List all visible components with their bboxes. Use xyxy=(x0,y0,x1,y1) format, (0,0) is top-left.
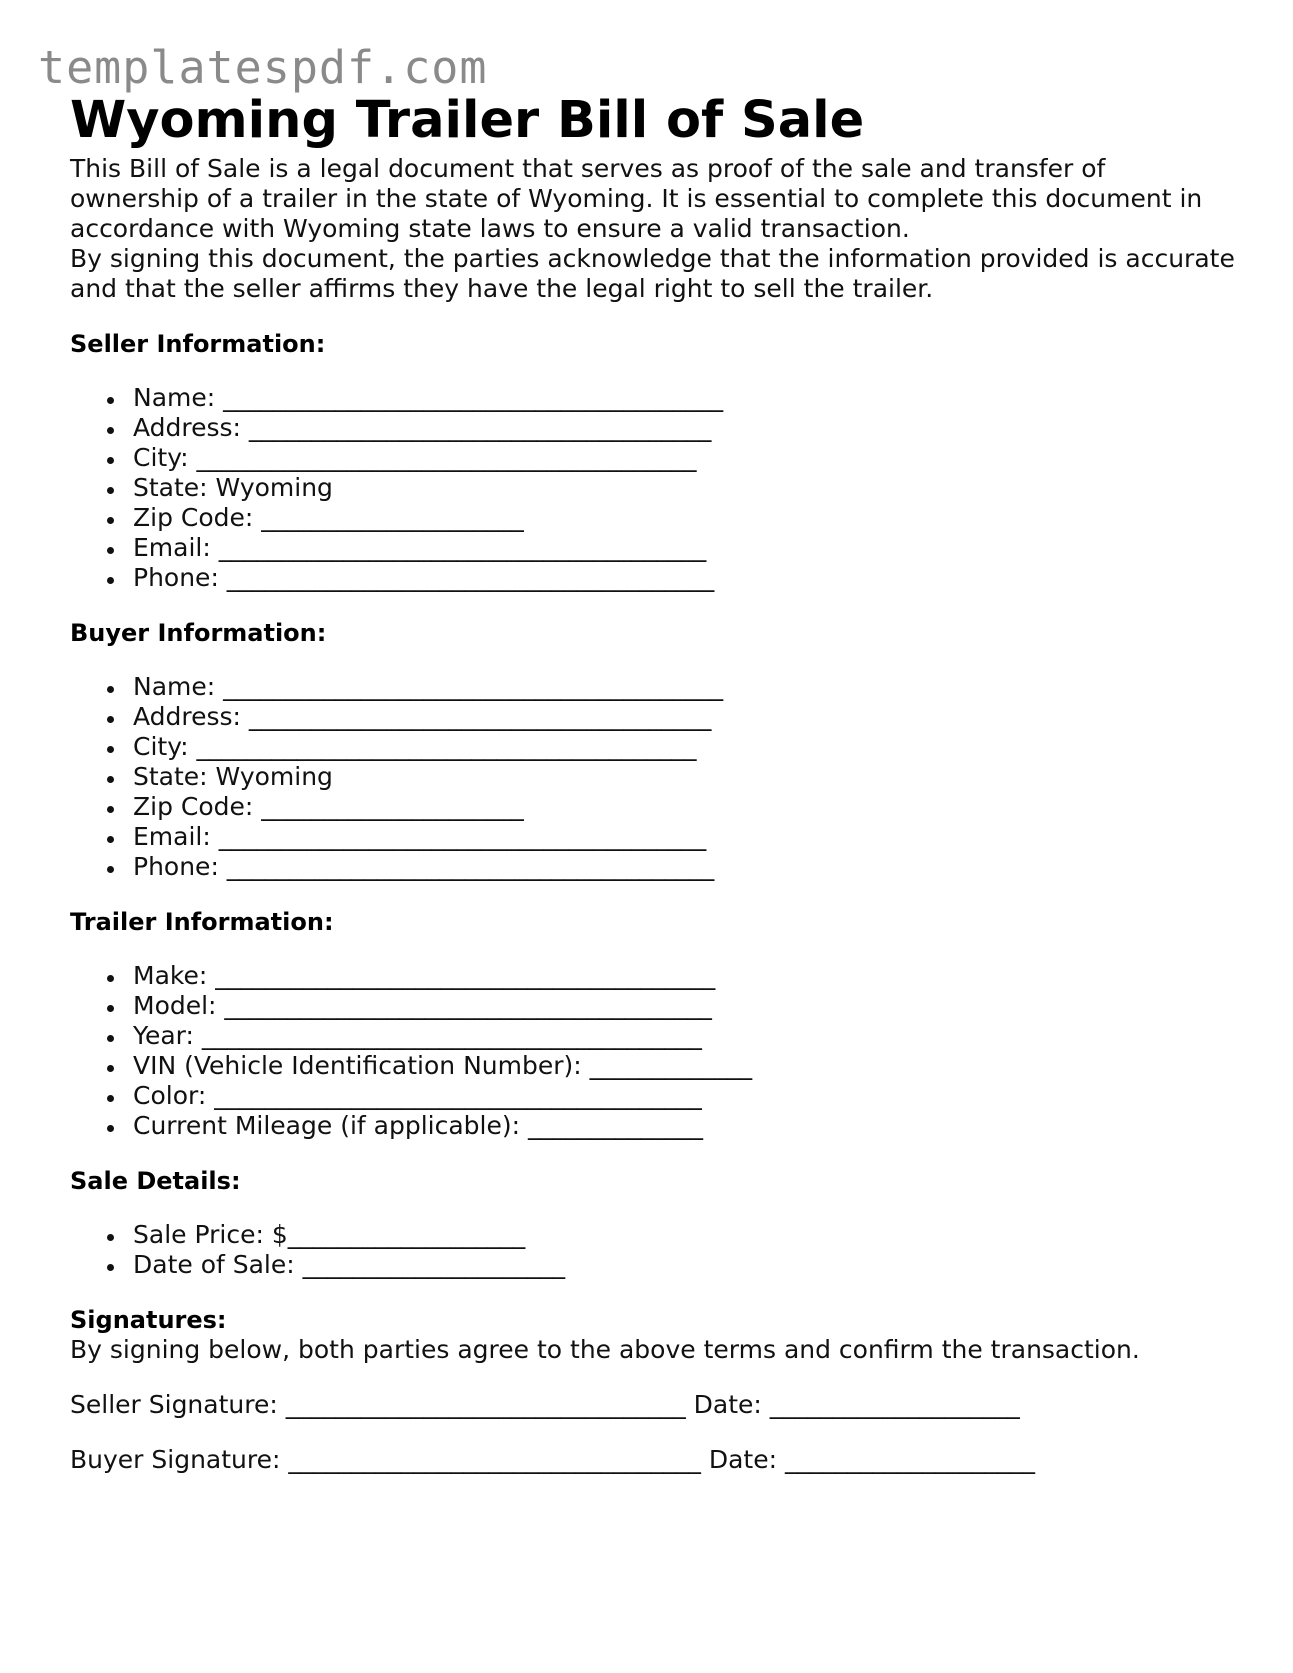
buyer-address-field[interactable]: Address: _____________________________________ xyxy=(70,702,1240,732)
seller-field-list xyxy=(70,383,1240,593)
trailer-color-field[interactable]: Color: _______________________________________ xyxy=(70,1081,1240,1111)
seller-city-field[interactable]: City: ________________________________________ xyxy=(70,443,1240,473)
buyer-email-field[interactable]: Email: _______________________________________ xyxy=(70,822,1240,852)
seller-state-field: State: Wyoming xyxy=(70,473,1240,503)
seller-heading: Seller Information: xyxy=(70,330,326,358)
buyer-zip-field[interactable]: Zip Code: _____________________ xyxy=(70,792,1240,822)
trailer-model-field[interactable]: Model: _______________________________________ xyxy=(70,991,1240,1021)
signatures-heading: Signatures: xyxy=(70,1306,227,1334)
acknowledgement-paragraph: By signing this document, the parties acknowledge that the information provided is accurate and that the seller affirms they have the legal right to sell the trailer. xyxy=(70,244,1235,303)
buyer-signature-line[interactable]: Buyer Signature: _________________________________ Date: ____________________ xyxy=(70,1445,1035,1474)
buyer-name-field[interactable]: Name: ________________________________________ xyxy=(70,672,1240,702)
document-page xyxy=(70,88,1240,1475)
seller-phone-field[interactable]: Phone: _______________________________________ xyxy=(70,563,1240,593)
document-title: Wyoming Trailer Bill of Sale xyxy=(70,91,865,150)
intro-paragraph: This Bill of Sale is a legal document that serves as proof of the sale and transfer of ownership of a trailer in the state of Wyoming. It is essential to complete this document in accordance with Wyoming state laws to ensure a valid transaction. xyxy=(70,154,1203,243)
seller-zip-field[interactable]: Zip Code: _____________________ xyxy=(70,503,1240,533)
buyer-phone-field[interactable]: Phone: _______________________________________ xyxy=(70,852,1240,882)
trailer-heading: Trailer Information: xyxy=(70,908,334,936)
buyer-heading: Buyer Information: xyxy=(70,619,327,647)
trailer-mileage-field[interactable]: Current Mileage (if applicable): ______________ xyxy=(70,1111,1240,1141)
sale-heading: Sale Details: xyxy=(70,1167,241,1195)
trailer-year-field[interactable]: Year: ________________________________________ xyxy=(70,1021,1240,1051)
buyer-field-list xyxy=(70,672,1240,882)
buyer-state-field: State: Wyoming xyxy=(70,762,1240,792)
buyer-city-field[interactable]: City: ________________________________________ xyxy=(70,732,1240,762)
seller-section xyxy=(70,329,1240,593)
trailer-vin-field[interactable]: VIN (Vehicle Identification Number): _____________ xyxy=(70,1051,1240,1081)
trailer-section xyxy=(70,907,1240,1141)
trailer-field-list xyxy=(70,961,1240,1141)
sale-price-field[interactable]: Sale Price: $___________________ xyxy=(70,1220,1240,1250)
seller-signature-line[interactable]: Seller Signature: ________________________________ Date: ____________________ xyxy=(70,1390,1020,1419)
seller-name-field[interactable]: Name: ________________________________________ xyxy=(70,383,1240,413)
watermark-text: templatespdf.com xyxy=(38,41,488,94)
sale-section xyxy=(70,1166,1240,1280)
signatures-intro: By signing below, both parties agree to the above terms and confirm the transaction. xyxy=(70,1335,1140,1364)
signatures-section xyxy=(70,1305,1240,1475)
seller-email-field[interactable]: Email: _______________________________________ xyxy=(70,533,1240,563)
trailer-make-field[interactable]: Make: ________________________________________ xyxy=(70,961,1240,991)
seller-address-field[interactable]: Address: _____________________________________ xyxy=(70,413,1240,443)
buyer-section xyxy=(70,618,1240,882)
sale-date-field[interactable]: Date of Sale: _____________________ xyxy=(70,1250,1240,1280)
sale-field-list xyxy=(70,1220,1240,1280)
